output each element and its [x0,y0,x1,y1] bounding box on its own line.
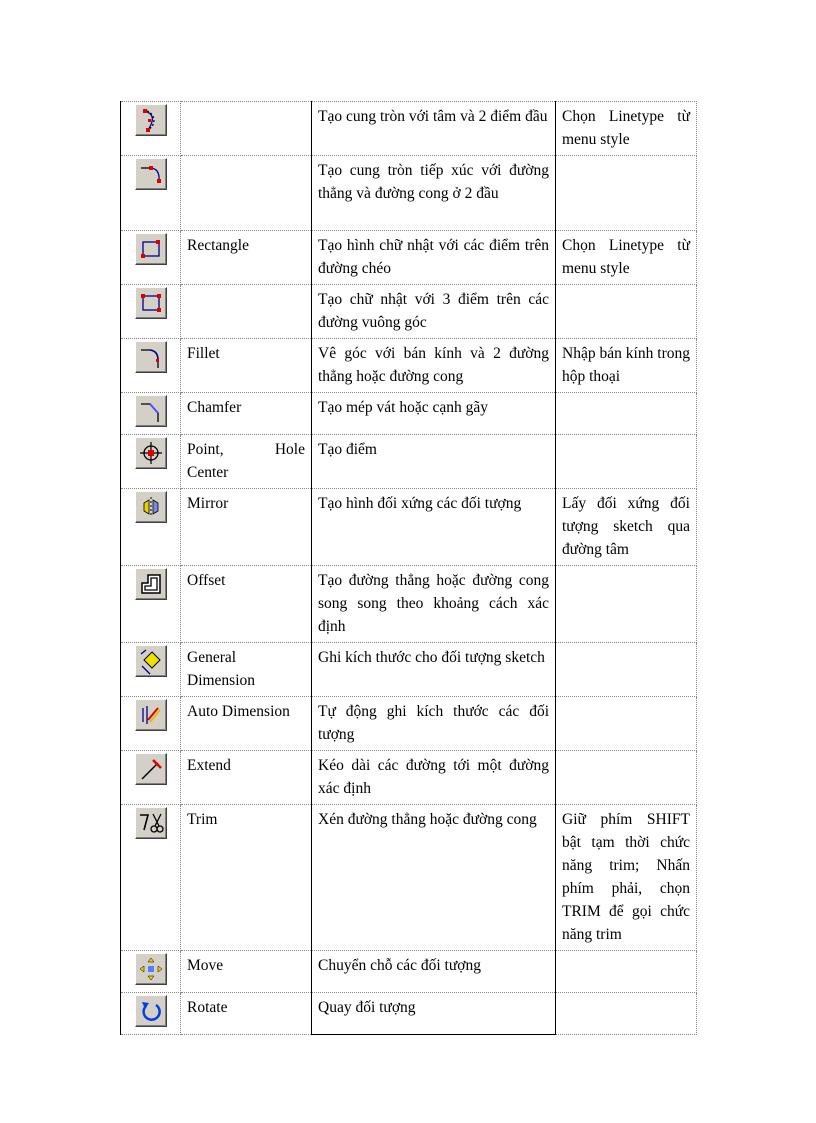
move-icon[interactable] [135,953,167,985]
command-name: Extend [181,751,312,805]
command-note [556,435,697,489]
command-description: Tạo hình đối xứng các đối tượng [312,489,556,566]
arc-center-two-points-icon[interactable] [135,104,167,136]
general-dimension-icon[interactable] [135,645,167,677]
command-description: Ghi kích thước cho đối tượng sketch [312,643,556,697]
command-description: Tạo đường thẳng hoặc đường cong song song theo khoảng cách xác định [312,566,556,643]
command-description: Tạo cung tròn tiếp xúc với đường thẳng và đường cong ở 2 đầu [312,156,556,231]
command-description: Tự động ghi kích thước các đối tượng [312,697,556,751]
command-description: Xén đường thẳng hoặc đường cong [312,805,556,951]
rectangle-icon[interactable] [135,233,167,265]
three-point-rectangle-icon[interactable] [135,287,167,319]
command-description: Tạo mép vát hoặc cạnh gãy [312,393,556,435]
command-name: Rotate [181,993,312,1035]
command-note [556,993,697,1035]
trim-icon[interactable] [135,807,167,839]
command-description: Tạo cung tròn với tâm và 2 điểm đầu [312,102,556,156]
command-name [181,285,312,339]
command-description: Tạo điểm [312,435,556,489]
command-note [556,697,697,751]
auto-dimension-icon[interactable] [135,699,167,731]
tangent-arc-icon[interactable] [135,158,167,190]
command-note [556,751,697,805]
command-name [181,156,312,231]
mirror-icon[interactable] [135,491,167,523]
command-name: Move [181,951,312,993]
table-row [121,566,697,643]
command-note [556,566,697,643]
command-note [556,643,697,697]
offset-icon[interactable] [135,568,167,600]
command-note [556,285,697,339]
command-note [556,156,697,231]
chamfer-icon[interactable] [135,395,167,427]
table-row [121,156,697,231]
command-name: Chamfer [181,393,312,435]
command-name: Trim [181,805,312,951]
command-name: Rectangle [181,231,312,285]
command-note: Chọn Linetype từ menu style [556,231,697,285]
command-name: General Dimension [181,643,312,697]
table-row [121,751,697,805]
command-note: Lấy đối xứng đối tượng sketch qua đường tâm [556,489,697,566]
command-description: Quay đối tượng [312,993,556,1035]
table-row [121,285,697,339]
command-note [556,951,697,993]
table-row [121,339,697,393]
command-name: Fillet [181,339,312,393]
command-note [556,393,697,435]
table-row [121,231,697,285]
table-row [121,643,697,697]
table-row [121,993,697,1035]
command-table [120,101,697,1035]
table-row [121,805,697,951]
rotate-icon[interactable] [135,995,167,1027]
command-description: Vê góc với bán kính và 2 đường thẳng hoặc đường cong [312,339,556,393]
table-row [121,951,697,993]
command-name: Auto Dimension [181,697,312,751]
fillet-icon[interactable] [135,341,167,373]
command-description: Kéo dài các đường tới một đường xác định [312,751,556,805]
point-hole-center-icon[interactable] [135,437,167,469]
command-note: Giữ phím SHIFT bật tạm thời chức năng trim; Nhấn phím phải, chọn TRIM để gọi chức năng trim [556,805,697,951]
table-row [121,435,697,489]
command-note: Nhập bán kính trong hộp thoại [556,339,697,393]
command-description: Tạo chữ nhật với 3 điểm trên các đường vuông góc [312,285,556,339]
table-row [121,393,697,435]
command-name: Point, Hole Center [181,435,312,489]
command-note: Chọn Linetype từ menu style [556,102,697,156]
command-name [181,102,312,156]
command-description: Tạo hình chữ nhật với các điểm trên đường chéo [312,231,556,285]
table-row [121,697,697,751]
table-row [121,489,697,566]
command-name: Offset [181,566,312,643]
extend-icon[interactable] [135,753,167,785]
command-name: Mirror [181,489,312,566]
command-description: Chuyển chỗ các đối tượng [312,951,556,993]
table-row [121,102,697,156]
